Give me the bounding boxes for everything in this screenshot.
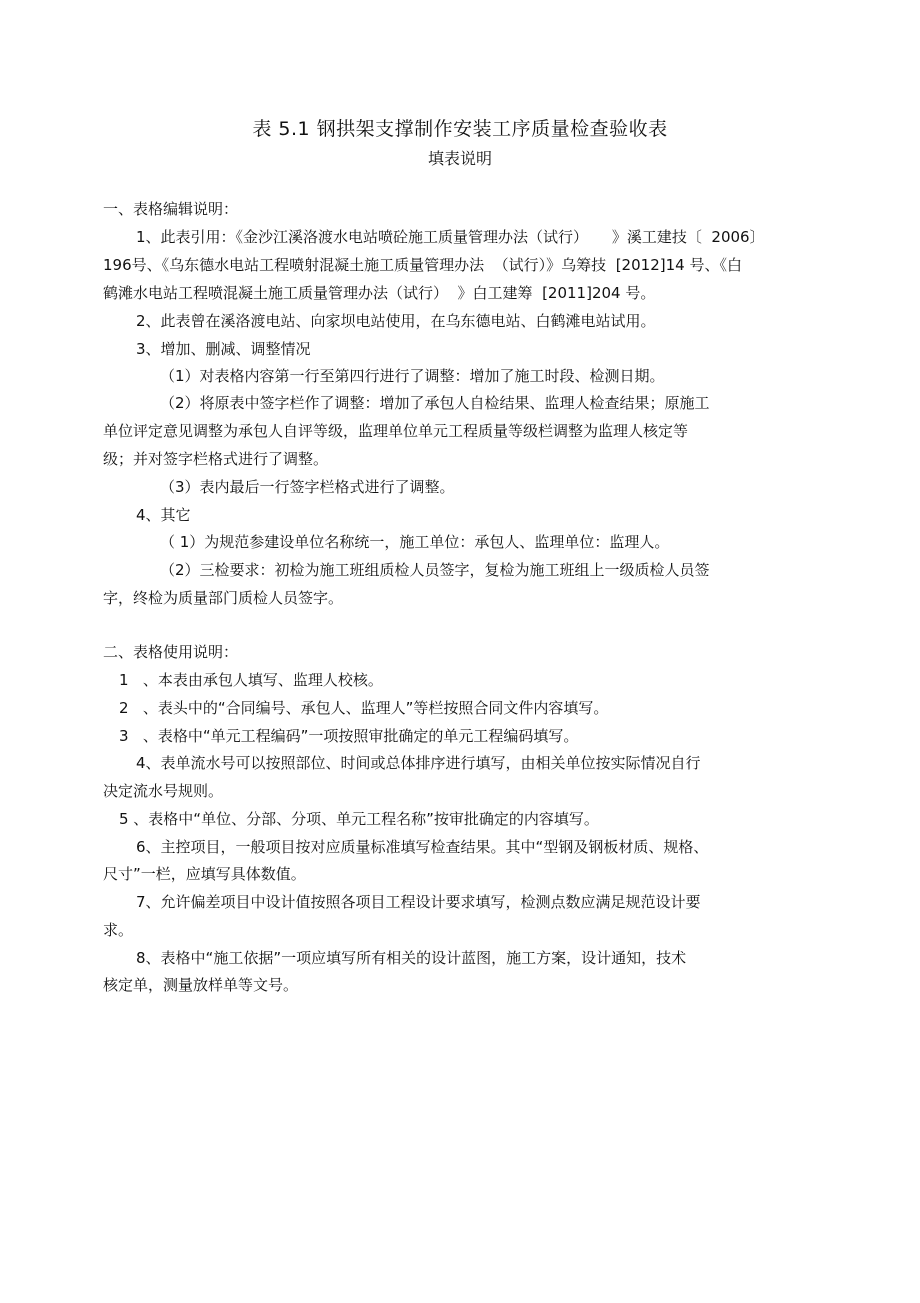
paragraph-line: 求。 xyxy=(103,921,134,939)
section-heading: 一、表格编辑说明： xyxy=(103,200,239,218)
paragraph-line: 字，终检为质量部门质检人员签字。 xyxy=(103,589,344,607)
paragraph-line: 核定单，测量放样单等文号。 xyxy=(103,976,299,994)
paragraph-line: 3、增加、删减、调整情况 xyxy=(136,340,311,358)
paragraph-line: 2 、表头中的“合同编号、承包人、监理人”等栏按照合同文件内容填写。 xyxy=(119,699,609,717)
paragraph-line: 鹤滩水电站工程喷混凝土施工质量管理办法（试行） 》白工建筹 [2011]204 号。 xyxy=(103,284,656,302)
document-title: 表 5.1 钢拱架支撑制作安装工序质量检查验收表 xyxy=(252,118,668,140)
paragraph-line: 196号、《乌东德水电站工程喷射混凝土施工质量管理办法 （试行）》乌筹技 [2012]14 号、《白 xyxy=(103,256,742,274)
paragraph-line: 4、表单流水号可以按照部位、时间或总体排序进行填写，由相关单位按实际情况自行 xyxy=(136,754,701,772)
paragraph-line: 2、此表曾在溪洛渡电站、向家坝电站使用，在乌东德电站、白鹤滩电站试用。 xyxy=(136,312,656,330)
paragraph-line: （3）表内最后一行签字栏格式进行了调整。 xyxy=(160,478,455,496)
paragraph-line: （1）对表格内容第一行至第四行进行了调整：增加了施工时段、检测日期。 xyxy=(160,367,665,385)
document-subtitle: 填表说明 xyxy=(427,149,492,168)
paragraph-line: 尺寸”一栏，应填写具体数值。 xyxy=(103,865,306,883)
paragraph-line: （2）三检要求：初检为施工班组质检人员签字，复检为施工班组上一级质检人员签 xyxy=(160,561,710,579)
paragraph-line: 决定流水号规则。 xyxy=(103,782,224,800)
paragraph-line: 1 、本表由承包人填写、监理人校核。 xyxy=(119,671,383,689)
paragraph-line: 7、允许偏差项目中设计值按照各项目工程设计要求填写，检测点数应满足规范设计要 xyxy=(136,893,701,911)
paragraph-line: 3 、表格中“单元工程编码”一项按照审批确定的单元工程编码填写。 xyxy=(119,727,579,745)
paragraph-line: （ 1）为规范参建设单位名称统一，施工单位：承包人、监理单位：监理人。 xyxy=(160,533,670,551)
paragraph-line: 单位评定意见调整为承包人自评等级，监理单位单元工程质量等级栏调整为监理人核定等 xyxy=(103,422,689,440)
paragraph-line: 8、表格中“施工依据”一项应填写所有相关的设计蓝图，施工方案，设计通知，技术 xyxy=(136,949,687,967)
section-heading: 二、表格使用说明： xyxy=(103,643,239,661)
paragraph-line: 级；并对签字栏格式进行了调整。 xyxy=(103,450,329,468)
paragraph-line: 4、其它 xyxy=(136,506,191,524)
paragraph-line: （2）将原表中签字栏作了调整：增加了承包人自检结果、监理人检查结果；原施工 xyxy=(160,394,710,412)
paragraph-line: 5 、表格中“单位、分部、分项、单元工程名称”按审批确定的内容填写。 xyxy=(119,810,599,828)
paragraph-line: 6、主控项目，一般项目按对应质量标准填写检查结果。其中“型钢及钢板材质、规格、 xyxy=(136,838,709,856)
paragraph-line: 1、此表引用：《金沙江溪洛渡水电站喷砼施工质量管理办法（试行） 》溪工建技〔 2006〕 xyxy=(136,228,765,246)
